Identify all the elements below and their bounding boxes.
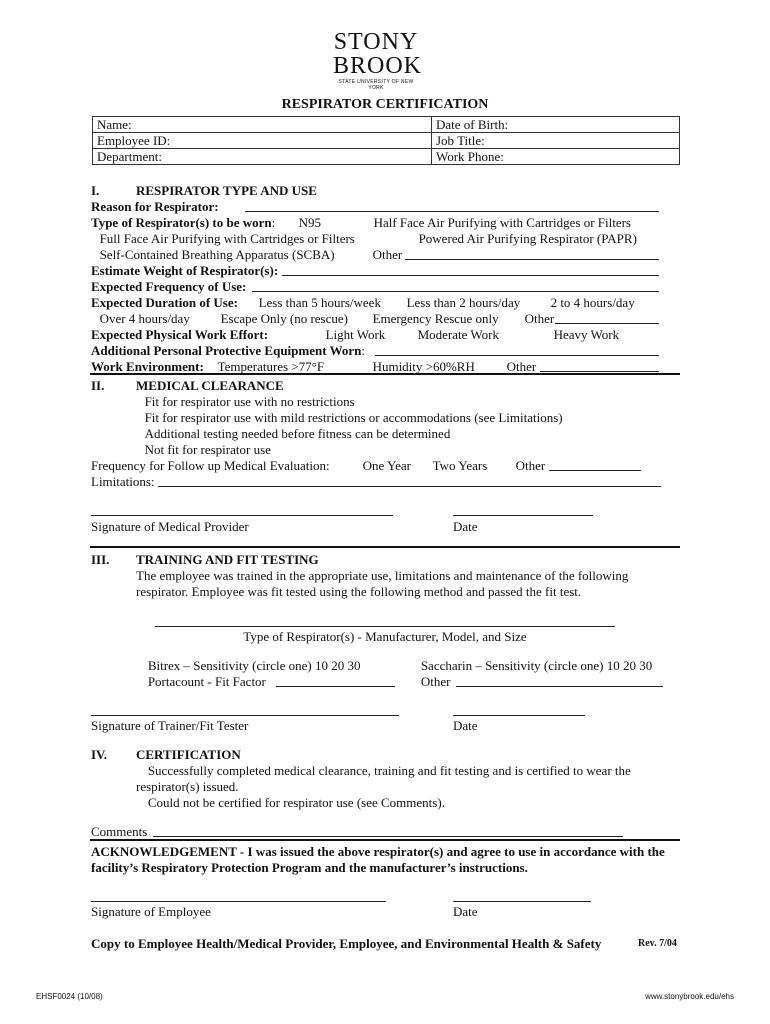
checkbox-icon[interactable] (364, 250, 373, 262)
duration-option-7[interactable] (516, 311, 554, 327)
followup-other-option[interactable] (507, 458, 545, 474)
bitrex-label: Bitrex – Sensitivity (circle one) 10 20 30 (136, 658, 349, 673)
ppe-line[interactable] (375, 355, 659, 356)
medical-signature-line[interactable] (91, 515, 393, 516)
respirator-type-line[interactable] (155, 626, 615, 627)
type-other-label: Other (364, 247, 394, 262)
section-3-heading: TRAINING AND FIT TESTING (136, 552, 319, 567)
checkbox-icon[interactable] (136, 677, 145, 689)
papr-label: Powered Air Purifying Respirator (PAPR) (410, 231, 629, 246)
moderate-work-option[interactable] (409, 327, 499, 343)
comments-line[interactable] (153, 836, 623, 837)
fit-other-label: Other (409, 674, 439, 689)
papr-option[interactable] (410, 231, 637, 247)
humidity-label: Humidity >60%RH (364, 359, 467, 374)
bitrex-option[interactable] (136, 658, 360, 674)
duration-1-label: Less than 5 hours/week (250, 295, 373, 310)
reason-line[interactable] (245, 211, 659, 212)
followup-label: Frequency for Follow up Medical Evaluation: (91, 458, 330, 473)
one-year-option[interactable] (354, 458, 411, 474)
checkbox-icon[interactable] (364, 314, 373, 326)
employee-date-line[interactable] (453, 901, 591, 902)
medical-option-3[interactable] (136, 426, 450, 442)
light-work-option[interactable] (317, 327, 385, 343)
logo-line-2: BROOK (333, 53, 423, 79)
light-work-label: Light Work (317, 327, 377, 342)
duration-option-5[interactable] (212, 311, 348, 327)
checkbox-icon[interactable] (398, 298, 407, 310)
revision-label: Rev. 7/04 (638, 938, 677, 949)
half-face-label: Half Face Air Purifying with Cartridges or Filters (365, 215, 623, 230)
weight-label: Estimate Weight of Respirator(s): (91, 263, 279, 278)
footer-url[interactable]: www.stonybrook.edu/ehs (645, 992, 734, 1001)
checkbox-icon[interactable] (507, 461, 516, 473)
copy-distribution: Copy to Employee Health/Medical Provider, Employee, and Environmental Health & Safety (91, 936, 602, 951)
section-3-number: III. (91, 552, 110, 567)
two-years-option[interactable] (424, 458, 487, 474)
section-divider (90, 546, 680, 548)
form-title: RESPIRATOR CERTIFICATION (281, 97, 489, 112)
checkbox-icon[interactable] (91, 250, 100, 262)
portacount-label: Portacount - Fit Factor (136, 674, 255, 689)
not-certified-label: Could not be certified for respirator use (see Comments). (136, 795, 434, 810)
checkbox-icon[interactable] (290, 218, 299, 230)
medical-option-1-label: Fit for respirator use with no restrictions (136, 394, 347, 409)
duration-2-label: Less than 2 hours/day (398, 295, 512, 310)
employee-signature-label: Signature of Employee (91, 904, 211, 919)
checkbox-icon[interactable] (545, 330, 554, 342)
duration-5-label: Escape Only (no rescue) (212, 311, 340, 326)
checkbox-icon[interactable] (136, 429, 145, 441)
checkbox-icon[interactable] (542, 298, 551, 310)
heavy-work-option[interactable] (545, 327, 619, 343)
scba-label: Self-Contained Breathing Apparatus (SCBA) (91, 247, 327, 262)
section-2-heading: MEDICAL CLEARANCE (136, 378, 284, 393)
respirator-type-caption: Type of Respirator(s) - Manufacturer, Model, and Size (243, 629, 527, 644)
checkbox-icon[interactable] (409, 661, 418, 673)
duration-option-1[interactable] (250, 295, 381, 311)
certified-label-line-2: respirator(s) issued. (136, 779, 239, 794)
medical-option-2[interactable] (136, 410, 563, 426)
acknowledgement-line-2: facility’s Respiratory Protection Program and the manufacturer’s instructions. (91, 860, 528, 875)
n95-option[interactable] (290, 215, 321, 231)
frequency-label: Expected Frequency of Use: (91, 279, 247, 294)
type-label: Type of Respirator(s) to be worn (91, 215, 272, 230)
section-4-number: IV. (91, 747, 108, 762)
fit-other-line[interactable] (456, 686, 663, 687)
fit-other-option[interactable] (409, 674, 450, 690)
ppe-label: Additional Personal Protective Equipment Worn (91, 343, 362, 358)
checkbox-icon[interactable] (136, 397, 145, 409)
type-colon: : (271, 215, 276, 230)
trainer-date-label: Date (453, 718, 478, 733)
two-years-label: Two Years (424, 458, 479, 473)
medical-option-2-label: Fit for respirator use with mild restrictions or accommodations (see Limitations) (136, 410, 555, 425)
checkbox-icon[interactable] (136, 766, 145, 778)
duration-option-6[interactable] (364, 311, 499, 327)
employee-date-label: Date (453, 904, 478, 919)
trainer-signature-line[interactable] (91, 715, 399, 716)
name-field[interactable]: Name: (93, 117, 432, 133)
medical-signature-label: Signature of Medical Provider (91, 519, 249, 534)
medical-date-line[interactable] (453, 515, 593, 516)
certified-label-line-1: Successfully completed medical clearance, training and fit testing and is certified to wear the (136, 763, 619, 778)
medical-option-3-label: Additional testing needed before fitness can be determined (136, 426, 442, 441)
moderate-work-label: Moderate Work (409, 327, 491, 342)
portacount-line[interactable] (276, 686, 395, 687)
scba-option[interactable] (91, 247, 335, 263)
checkbox-icon[interactable] (91, 314, 100, 326)
job-title-field[interactable]: Job Title: (432, 133, 680, 149)
training-paragraph-line-1: The employee was trained in the appropriate use, limitations and maintenance of the following (136, 568, 629, 583)
type-row (91, 215, 275, 231)
checkbox-icon[interactable] (250, 298, 259, 310)
medical-option-1[interactable] (136, 394, 355, 410)
logo-line-3: STATE UNIVERSITY OF NEW YORK (338, 79, 414, 91)
section-divider (90, 839, 680, 841)
employee-info-table (92, 116, 680, 165)
dob-field[interactable]: Date of Birth: (432, 117, 680, 133)
saccharin-label: Saccharin – Sensitivity (circle one) 10 20 30 (409, 658, 641, 673)
type-other-option[interactable] (364, 247, 402, 263)
environment-label: Work Environment: (91, 359, 204, 374)
medical-option-4-label: Not fit for respirator use (136, 442, 263, 457)
environment-other-line[interactable] (540, 371, 659, 372)
duration-other-line[interactable] (555, 323, 659, 324)
checkbox-icon[interactable] (212, 314, 221, 326)
section-divider (90, 373, 680, 375)
trainer-date-line[interactable] (453, 715, 585, 716)
n95-label: N95 (290, 215, 313, 230)
section-1-heading: RESPIRATOR TYPE AND USE (136, 183, 317, 198)
comments-label: Comments (91, 824, 148, 839)
temperature-label: Temperatures >77°F (209, 359, 316, 374)
trainer-signature-label: Signature of Trainer/Fit Tester (91, 718, 249, 733)
full-face-option[interactable] (91, 231, 355, 247)
limitations-line[interactable] (158, 486, 661, 487)
checkbox-icon[interactable] (516, 314, 525, 326)
duration-6-label: Emergency Rescue only (364, 311, 491, 326)
followup-other-label: Other (507, 458, 537, 473)
not-certified-option[interactable] (136, 795, 445, 811)
environment-other-label: Other (498, 359, 528, 374)
frequency-line[interactable] (252, 291, 659, 292)
checkbox-icon[interactable] (409, 330, 418, 342)
department-field[interactable]: Department: (93, 149, 432, 165)
portacount-option[interactable] (136, 674, 266, 690)
checkbox-icon[interactable] (354, 461, 363, 473)
type-other-line[interactable] (405, 259, 659, 260)
limitations-label: Limitations: (91, 474, 155, 489)
effort-label: Expected Physical Work Effort: (91, 327, 269, 342)
half-face-option[interactable] (365, 215, 631, 231)
saccharin-option[interactable] (409, 658, 652, 674)
medical-option-4[interactable] (136, 442, 271, 458)
employee-id-field[interactable]: Employee ID: (93, 133, 432, 149)
checkbox-icon[interactable] (136, 661, 145, 673)
duration-label: Expected Duration of Use: (91, 295, 238, 310)
duration-4-label: Over 4 hours/day (91, 311, 182, 326)
checkbox-icon[interactable] (91, 234, 100, 246)
checkbox-icon[interactable] (365, 218, 374, 230)
ppe-colon: : (361, 343, 365, 358)
section-4-heading: CERTIFICATION (136, 747, 241, 762)
work-phone-field[interactable]: Work Phone: (432, 149, 680, 165)
duration-option-4[interactable] (91, 311, 190, 327)
checkbox-icon[interactable] (410, 234, 419, 246)
section-1-number: I. (91, 183, 100, 198)
duration-7-label: Other (516, 311, 546, 326)
checkbox-icon[interactable] (136, 413, 145, 425)
duration-option-2[interactable] (398, 295, 520, 311)
checkbox-icon[interactable] (409, 677, 418, 689)
employee-signature-line[interactable] (91, 901, 386, 902)
checkbox-icon[interactable] (424, 461, 433, 473)
weight-line[interactable] (282, 275, 659, 276)
acknowledgement-line-1: ACKNOWLEDGEMENT - I was issued the above respirator(s) and agree to use in accordance with the (91, 844, 665, 859)
one-year-label: One Year (354, 458, 403, 473)
medical-date-label: Date (453, 519, 478, 534)
duration-option-3[interactable] (542, 295, 635, 311)
checkbox-icon[interactable] (136, 445, 145, 457)
stony-brook-logo (333, 29, 423, 91)
heavy-work-label: Heavy Work (545, 327, 611, 342)
full-face-label: Full Face Air Purifying with Cartridges or Filters (91, 231, 347, 246)
duration-3-label: 2 to 4 hours/day (542, 295, 627, 310)
certified-option[interactable] (136, 763, 631, 779)
section-2-number: II. (91, 378, 105, 393)
followup-other-line[interactable] (549, 470, 641, 471)
form-id: EHSF0024 (10/08) (36, 992, 103, 1001)
checkbox-icon[interactable] (317, 330, 326, 342)
ppe-row (91, 343, 365, 359)
logo-line-1: STONY (333, 29, 419, 55)
training-paragraph-line-2: respirator. Employee was fit tested using the following method and passed the fit test. (136, 584, 582, 599)
reason-label: Reason for Respirator: (91, 199, 219, 214)
checkbox-icon[interactable] (136, 798, 145, 810)
